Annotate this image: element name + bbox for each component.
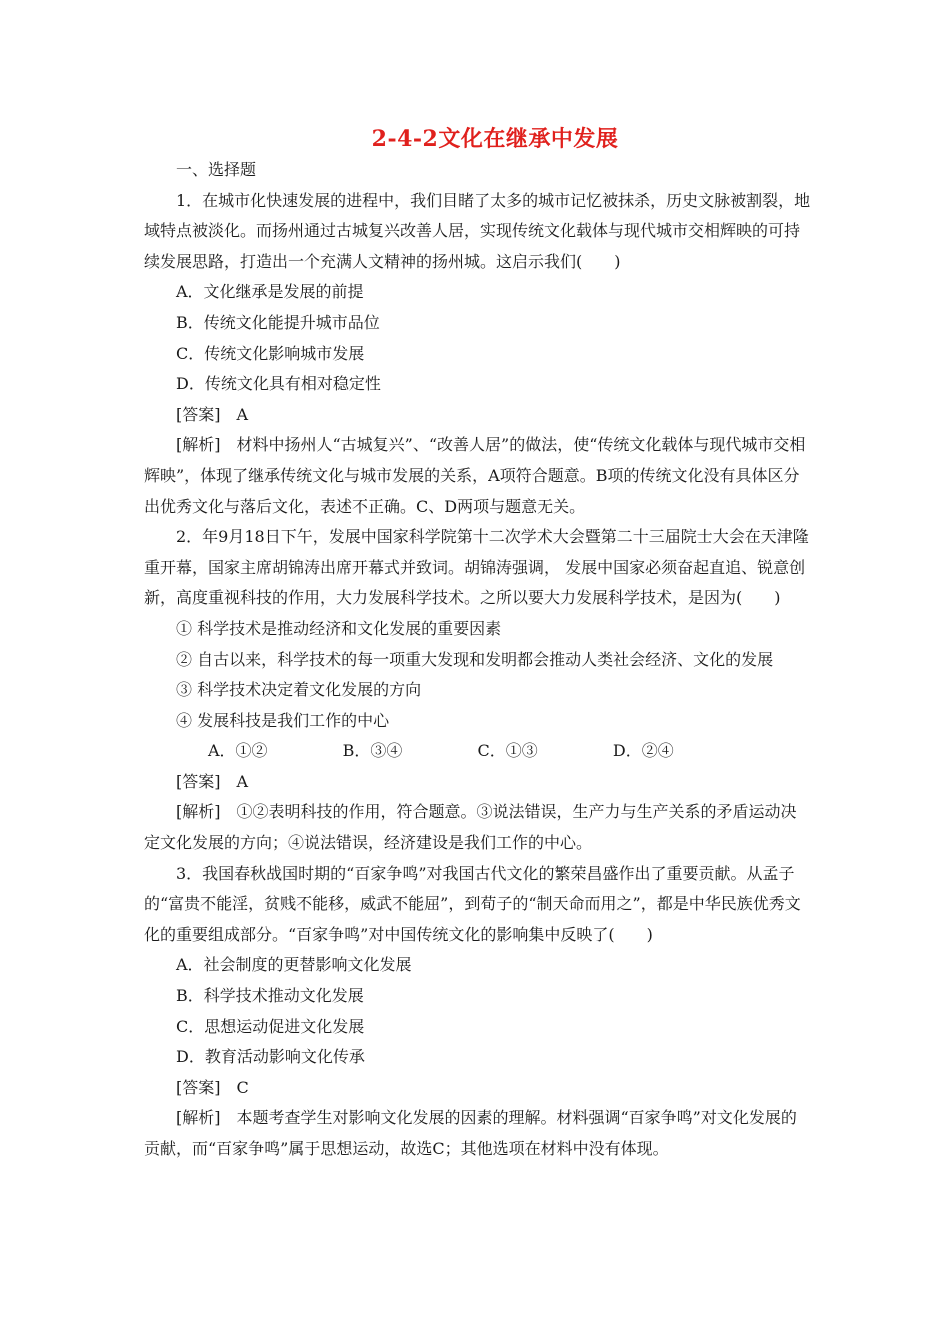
question-1-stem: 1．在城市化快速发展的进程中，我们目睹了太多的城市记忆被抹杀，历史文脉被割裂，地域特点被淡化。而扬州通过古城复兴改善人居，实现传统文化载体与现代城市交相辉映的可持续发展思路，打造出一个充满人文精神的扬州城。这启示我们( ) xyxy=(144,190,811,271)
question-3-stem: 3．我国春秋战国时期的“百家争鸣”对我国古代文化的繁荣昌盛作出了重要贡献。从孟子的“富贵不能淫，贫贱不能移，威武不能屈”，到荀子的“制天命而用之”，都是中华民族优秀文化的重要组成部分。“百家争鸣”对中国传统文化的影响集中反映了( ) xyxy=(144,863,801,944)
question-2-answer: [答案] A xyxy=(176,771,249,791)
question-3-option-b: B．科学技术推动文化发展 xyxy=(176,986,364,1006)
question-2-option-b: B．③④ xyxy=(342,741,403,761)
question-2-item-2: ② 自古以来，科学技术的每一项重大发现和发明都会推动人类社会经济、文化的发展 xyxy=(176,649,774,669)
question-2-options xyxy=(144,736,812,767)
question-3-option-a: A．社会制度的更替影响文化发展 xyxy=(176,955,412,975)
document-title: 2-4-2文化在继承中发展 xyxy=(371,126,619,152)
question-1-option-d: D．传统文化具有相对稳定性 xyxy=(176,374,381,394)
question-3-answer: [答案] C xyxy=(176,1077,249,1097)
question-1-option-c: C．传统文化影响城市发展 xyxy=(176,343,365,363)
question-1-analysis: [解析] 材料中扬州人“古城复兴”、“改善人居”的做法，使“传统文化载体与现代城市交相辉映”，体现了继承传统文化与城市发展的关系，A项符合题意。B项的传统文化没有具体区分出优秀文化与落后文化，表述不正确。C、D两项与题意无关。 xyxy=(144,435,806,516)
question-2-item-4: ④ 发展科技是我们工作的中心 xyxy=(176,710,390,730)
question-2-option-d: D．②④ xyxy=(612,741,674,761)
question-1-answer: [答案] A xyxy=(176,404,249,424)
question-2-item-3: ③ 科学技术决定着文化发展的方向 xyxy=(176,680,422,700)
question-2-option-c: C．①③ xyxy=(477,741,538,761)
question-3-option-d: D．教育活动影响文化传承 xyxy=(176,1047,365,1067)
question-3-analysis: [解析] 本题考查学生对影响文化发展的因素的理解。材料强调“百家争鸣”对文化发展的贡献，而“百家争鸣”属于思想运动，故选C；其他选项在材料中没有体现。 xyxy=(144,1108,797,1158)
document-body xyxy=(144,155,812,1165)
question-2-item-1: ① 科学技术是推动经济和文化发展的重要因素 xyxy=(176,618,502,638)
question-2-stem: 2．年9月18日下午，发展中国家科学院第十二次学术大会暨第二十三届院士大会在天津隆重开幕，国家主席胡锦涛出席开幕式并致词。胡锦涛强调， 发展中国家必须奋起直追、锐意创新，高度重视科技的作用，大力发展科学技术。之所以要大力发展科学技术，是因为( ) xyxy=(144,527,809,608)
section-heading: 一、选择题 xyxy=(176,160,257,179)
question-3-option-c: C．思想运动促进文化发展 xyxy=(176,1016,365,1036)
question-2-analysis: [解析] ①②表明科技的作用，符合题意。③说法错误，生产力与生产关系的矛盾运动决定文化发展的方向；④说法错误，经济建设是我们工作的中心。 xyxy=(144,802,797,853)
question-1-option-a: A．文化继承是发展的前提 xyxy=(176,282,364,302)
question-2-option-a: A．①② xyxy=(208,741,268,761)
question-1-option-b: B．传统文化能提升城市品位 xyxy=(176,312,380,332)
